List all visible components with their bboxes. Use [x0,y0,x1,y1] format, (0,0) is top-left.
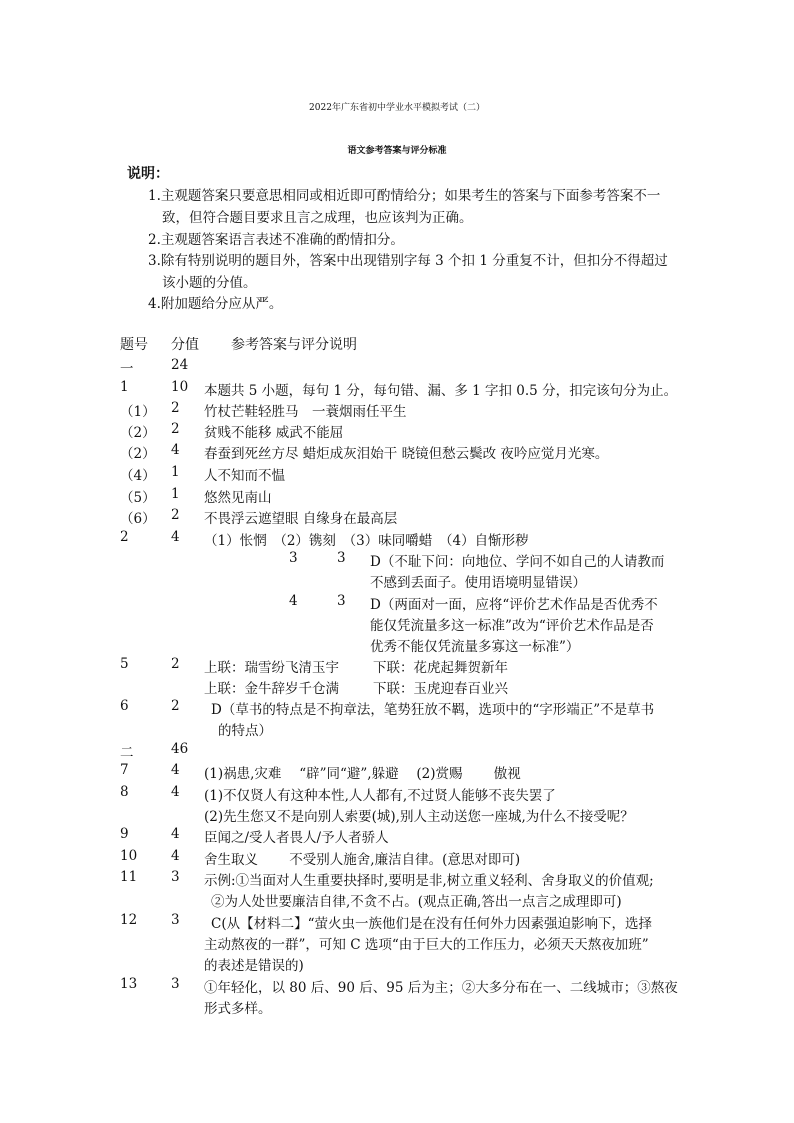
couplet-lower-1: 下联：花虎起舞贺新年 [373,660,508,676]
explain-label: 说明： [127,166,169,182]
row-answer: 示例:①当面对人生重要抉择时,要明是非,树立重义轻利、舍身取义的价值观; [204,873,654,889]
row-score: 2 [171,400,180,416]
note-3: 3.除有特别说明的题目外，答案中出现错别字每 3 个扣 1 分重复不计，但扣分不得超过 [148,253,668,269]
row-answer: 人不知而不愠 [204,468,285,484]
row-answer-cont: ②为人处世要廉洁自律,不贪不占。(观点正确,答出一点言之成理即可) [211,894,622,910]
row-no: 5 [120,656,129,672]
row-no: （1） [120,404,156,420]
row-answer-cont: 不感到丢面子。使用语境明显错误） [370,575,586,591]
row-no: 8 [120,784,129,800]
row-answer-cont: 形式多样。 [204,1001,272,1017]
row-answer: 本题共 5 小题，每句 1 分，每句错、漏、多 1 字扣 0.5 分，扣完该句分为止。 [204,383,678,399]
row-no: （2） [120,425,156,441]
row-score: 2 [171,507,180,523]
row-answer-cont: 优秀不能仅凭流量多寡这一标准”） [370,639,580,655]
header-score: 分值 [171,337,199,353]
row-answer: D（草书的特点是不拘章法，笔势狂放不羁，选项中的“字形端正”不是草书 [211,702,655,718]
note-1-cont: 致，但符合题目要求且言之成理，也应该判为正确。 [162,210,473,226]
row-score: 3 [337,550,346,566]
row-no: （4） [120,468,156,484]
row-answer: 竹杖芒鞋轻胜马 一蓑烟雨任平生 [204,404,407,420]
row-no: 4 [289,593,298,609]
row-answer: (1)不仅贤人有这种本性,人人都有,不过贤人能够不丧失罢了 [204,788,556,804]
row-answer: C(从【材料二】“萤火虫一族他们是在没有任何外力因素强迫影响下，选择 [211,916,652,932]
row-answer-cont: 的表述是错误的) [204,958,304,974]
row-answer: (1)祸患,灾难 “辟”同“避”,躲避 (2)赏赐 傲视 [204,766,521,782]
note-4: 4.附加题给分应从严。 [148,296,283,312]
note-1: 1.主观题答案只要意思相同或相近即可酌情给分；如果考生的答案与下面参考答案不一 [148,188,661,204]
header-answer: 参考答案与评分说明 [231,337,357,353]
row-score: 10 [171,379,189,395]
row-score: 3 [171,869,180,885]
row-score: 2 [171,656,180,672]
row-answer-cont: 能仅凭流量多这一标准”改为“评价艺术作品是否 [370,618,654,634]
row-answer: D（两面对一面，应将“评价艺术作品是否优秀不 [370,597,658,613]
row-no: 7 [120,762,129,778]
row-no: 2 [120,529,129,545]
row-no: 12 [120,912,138,928]
row-no: 二 [120,745,134,761]
couplet-upper-2: 上联：金牛辞岁千仓满 [204,681,339,697]
row-no: （6） [120,511,156,527]
row-answer: D（不耻下问：向地位、学问不如自己的人请教而 [370,554,665,570]
note-3-cont: 该小题的分值。 [162,275,257,291]
row-score: 3 [171,976,180,992]
note-2: 2.主观题答案语言表述不准确的酌情扣分。 [148,232,404,248]
row-score: 4 [171,826,180,842]
row-answer-cont: 的特点） [218,723,272,739]
row-answer-cont: 主动熬夜的一群”，可知 C 选项“由于巨大的工作压力，必须天天熬夜加班” [204,937,649,953]
row-answer: 不畏浮云遮望眼 自缘身在最高层 [204,511,398,527]
row-answer: 贫贱不能移 威武不能屈 [204,425,344,441]
row-answer: 臣闻之/受人者畏人/予人者骄人 [204,830,389,846]
header-no: 题号 [120,337,148,353]
row-score: 4 [171,848,180,864]
doc-subtitle: 语文参考答案与评分标准 [347,146,447,156]
row-score: 1 [171,464,180,480]
row-answer-cont: (2)先生您又不是向别人索要(城),别人主动送您一座城,为什么不接受呢？ [204,809,634,825]
row-no: 11 [120,869,138,885]
row-no: 1 [120,379,129,395]
couplet-lower-2: 下联：玉虎迎春百业兴 [373,681,508,697]
row-no: （2） [120,446,156,462]
row-answer: 春蚕到死丝方尽 蜡炬成灰泪始干 晓镜但愁云鬓改 夜吟应觉月光寒。 [204,446,609,462]
row-score: 46 [171,741,189,757]
row-score: 2 [171,421,180,437]
row-score: 24 [171,357,189,373]
row-no: 3 [289,550,298,566]
row-no: 一 [120,361,134,377]
row-no: 10 [120,848,138,864]
row-no: （5） [120,490,156,506]
couplet-upper-1: 上联：瑞雪纷飞清玉宇 [204,660,339,676]
row-score: 4 [171,442,180,458]
row-score: 1 [171,486,180,502]
row-no: 6 [120,698,129,714]
row-no: 13 [120,976,138,992]
row-score: 4 [171,529,180,545]
row-score: 4 [171,784,180,800]
row-score: 3 [171,912,180,928]
row-score: 2 [171,698,180,714]
row-answer: ①年轻化，以 80 后、90 后、95 后为主；②大多分布在一、二线城市；③熬夜 [204,980,678,996]
row-answer: （1）怅惘 （2）镌刻 （3）味同嚼蜡 （4）自惭形秽 [204,533,529,549]
row-score: 4 [171,762,180,778]
row-score: 3 [337,593,346,609]
row-no: 9 [120,826,129,842]
row-answer: 悠然见南山 [204,490,272,506]
row-answer: 舍生取义 不受别人施舍,廉洁自律。(意思对即可) [204,852,521,868]
doc-title: 2022年广东省初中学业水平模拟考试（二） [309,103,485,113]
